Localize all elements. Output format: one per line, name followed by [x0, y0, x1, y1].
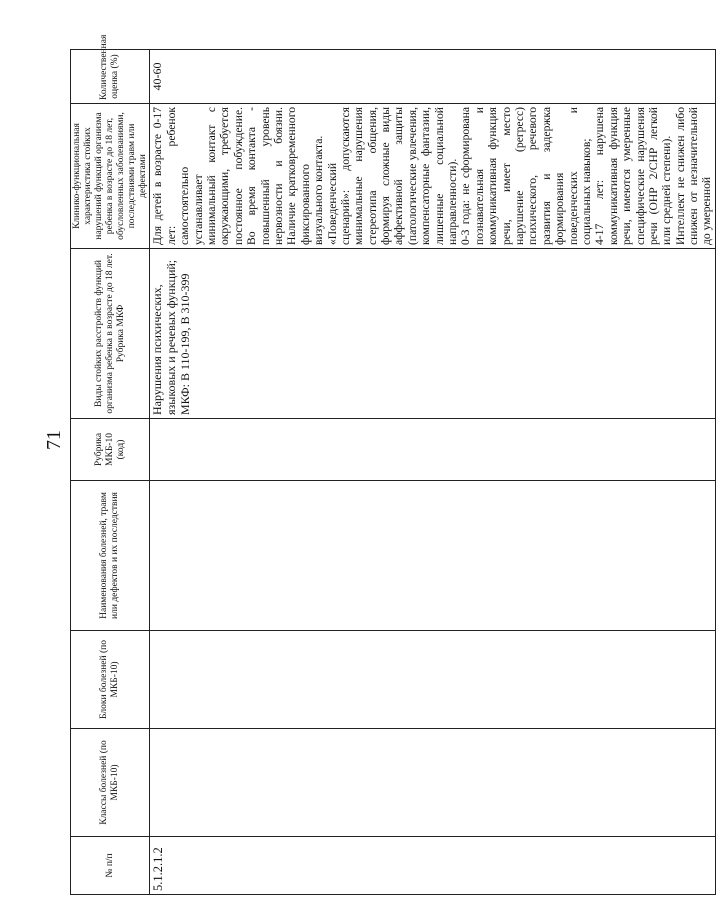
desc-paragraph: Для детей в возрасте 0-17 лет: ребенок самостоятельно устанавливает минимальный контакт с окружающими, требуется постоянное побуждение. Во время контакта - повышенный уровень нервозности и боязни. Наличие кратковременного фиксированного визуального контакта. [151, 107, 326, 245]
cell-description [150, 104, 715, 249]
header-score: Количественная оценка (%) [71, 50, 150, 104]
desc-paragraph: Интеллект не снижен либо снижен от незначительной до умеренной [673, 107, 714, 245]
table-header-row [71, 50, 150, 895]
header-num: № п/п [71, 837, 150, 895]
header-rubric: Рубрика МКБ-10 (код) [71, 419, 150, 481]
header-description: Клинико-функциональная характеристика стойких нарушений функций организма ребенка в возрасте до 18 лет, обусловленных заболеваниями, последствиями травм или дефектами [71, 104, 150, 249]
cell-score: 40-60 [150, 50, 715, 104]
cell-class [150, 729, 715, 837]
cell-num: 5.1.2.1.2 [150, 837, 715, 895]
header-name: Наименования болезней, травм или дефектов и их последствия [71, 481, 150, 631]
cell-block [150, 631, 715, 729]
header-block: Блоки болезней (по МКБ-10) [71, 631, 150, 729]
desc-paragraph: 4-17 лет: нарушена коммуникативная функция речи, имеются умеренные специфические нарушения речи (ОНР 2/СНР легкой или средней степени). [593, 107, 674, 245]
desc-paragraph: 0-3 года: не сформирована познавательная и коммуникативная функция речи, имеет место нарушение (регресс) психического, речевого развития и задержка формирования поведенческих и социальных навыков; [459, 107, 593, 245]
cell-name [150, 481, 715, 631]
header-class: Классы болезней (по МКБ-10) [71, 729, 150, 837]
page-number: 71 [42, 430, 65, 450]
cell-types: Нарушения психических, языковых и речевых функций; МКФ: В 110-199, В 310-399 [150, 249, 715, 419]
cell-rubric [150, 419, 715, 481]
desc-paragraph: «Поведенческий сценарий»: допускаются минимальные нарушения стереотипа общения, формируя сложные виды аффективной защиты (патологические увлечения, компенсаторные фантазии, лишенные социальной направленности). [325, 107, 460, 245]
criteria-table [70, 34, 716, 895]
header-types: Виды стойких расстройств функций организма ребенка в возрасте до 18 лет. Рубрика МКФ [71, 249, 150, 419]
table-row [150, 50, 715, 895]
rotated-table-container [70, 34, 714, 895]
